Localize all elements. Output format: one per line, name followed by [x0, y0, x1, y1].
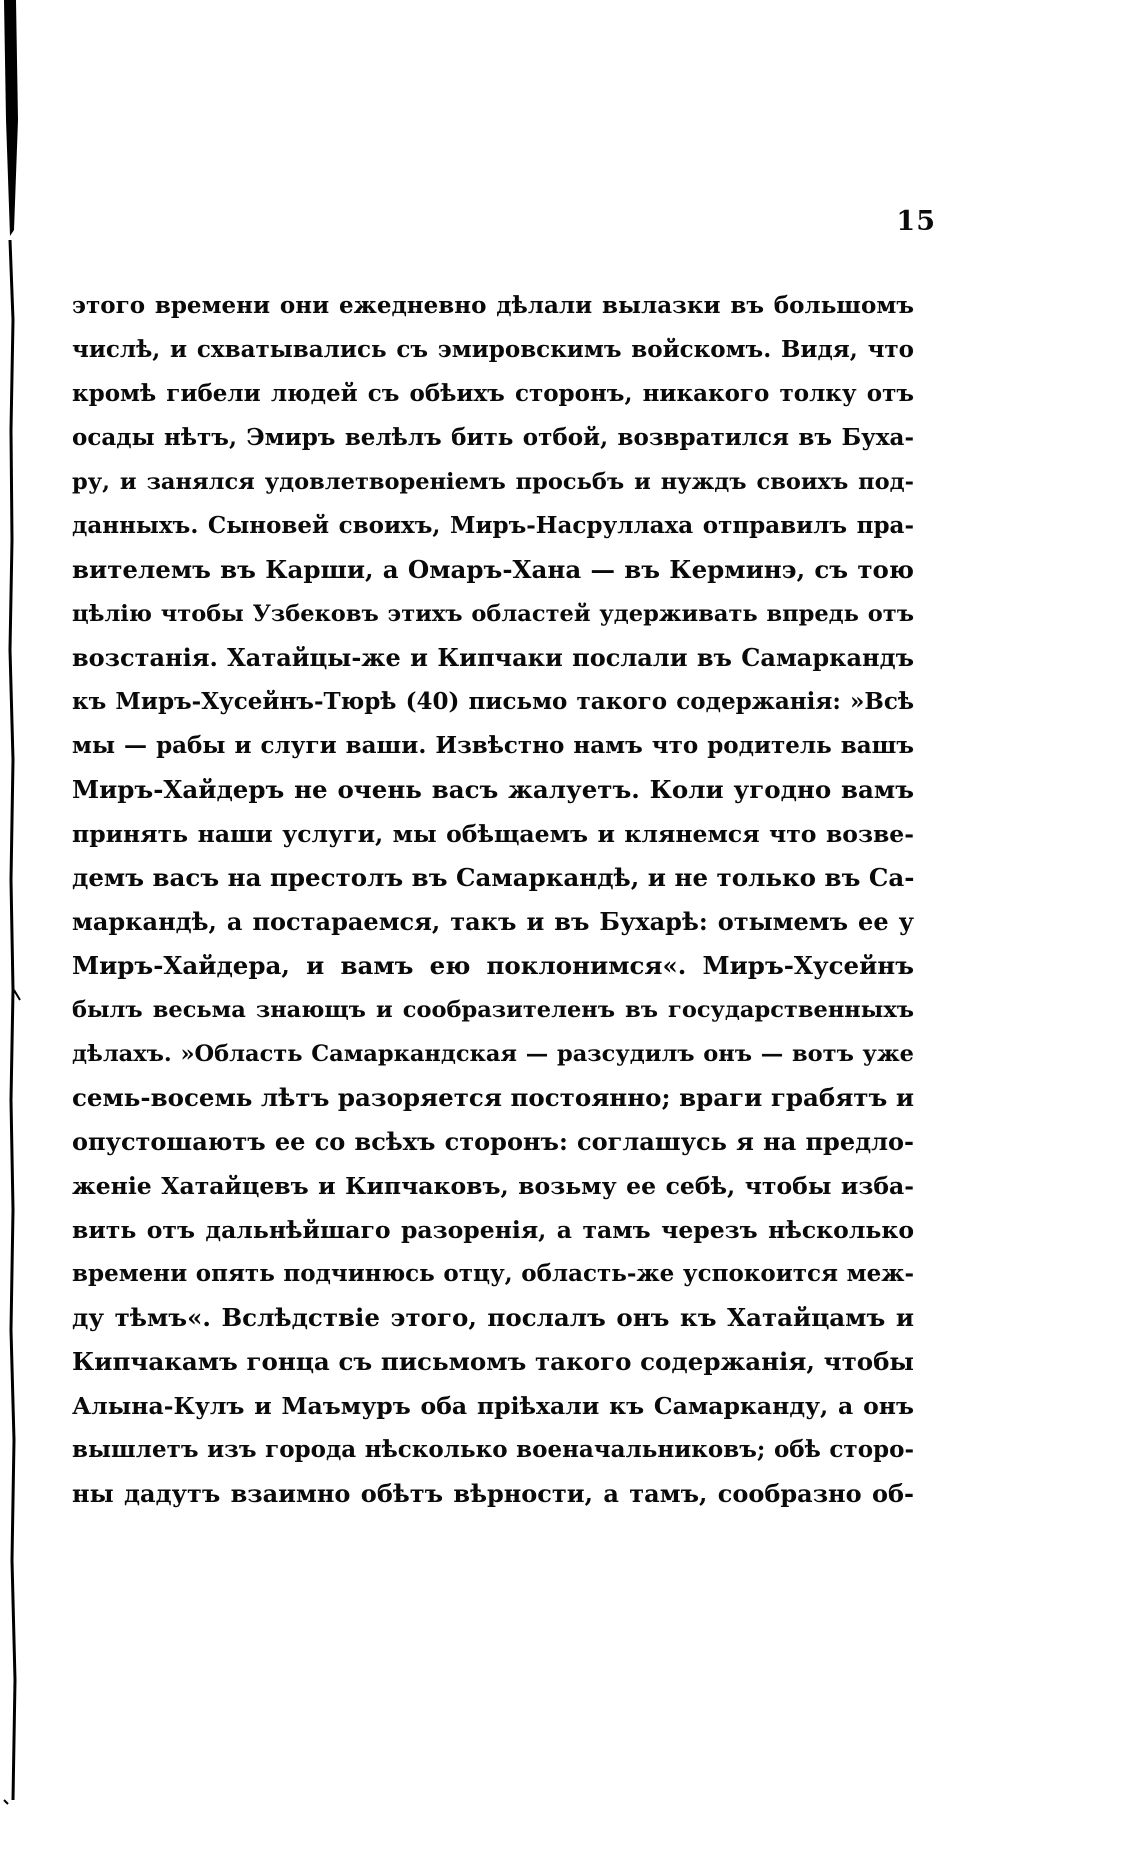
text-line: вышлетъ изъ города нѣсколько военачальниковъ; обѣ сторо- [72, 1436, 914, 1463]
text-line: ду тѣмъ«. Вслѣдствіе этого, послалъ онъ къ Хатайцамъ и [72, 1303, 914, 1332]
text-line: маркандѣ, а постараемся, такъ и въ Бухарѣ: отымемъ ее у [72, 907, 914, 936]
text-line: возстанія. Хатайцы-же и Кипчаки послали въ Самаркандъ [72, 643, 914, 672]
text-line: цѣлію чтобы Узбековъ этихъ областей удерживать впредь отъ [72, 601, 914, 627]
text-line: демъ васъ на престолъ въ Самаркандѣ, и не только въ Са- [72, 863, 914, 892]
text-line: Миръ-Хайдера, и вамъ ею поклонимся«. Миръ-Хусейнъ [72, 951, 914, 980]
scanned-page-edge [0, 0, 40, 1852]
text-line: этого времени они ежедневно дѣлали вылазки въ большомъ [72, 292, 914, 319]
text-line: данныхъ. Сыновей своихъ, Миръ-Насруллаха отправилъ пра- [72, 512, 914, 539]
text-line: опустошаютъ ее со всѣхъ сторонъ: соглашусь я на предло- [72, 1127, 914, 1156]
text-line: мы — рабы и слуги ваши. Извѣстно намъ что родитель вашъ [72, 732, 914, 759]
text-line: къ Миръ-Хусейнъ-Тюрѣ (40) письмо такого содержанія: »Всѣ [72, 688, 914, 715]
text-line: женіе Хатайцевъ и Кипчаковъ, возьму ее себѣ, чтобы изба- [72, 1172, 914, 1200]
text-line: осады нѣтъ, Эмиръ велѣлъ бить отбой, возвратился въ Буха- [72, 424, 914, 451]
text-line: былъ весьма знающъ и сообразителенъ въ государственныхъ [72, 997, 914, 1023]
text-line: вить отъ дальнѣйшаго разоренія, а тамъ черезъ нѣсколько [72, 1216, 914, 1244]
text-line: ру, и занялся удовлетвореніемъ просьбъ и нуждъ своихъ под- [72, 469, 914, 495]
text-line: ны дадутъ взаимно обѣтъ вѣрности, а тамъ, сообразно об- [72, 1479, 914, 1508]
text-line: вителемъ въ Карши, а Омаръ-Хана — въ Керминэ, съ тою [72, 555, 914, 584]
text-line: Кипчакамъ гонца съ письмомъ такого содержанія, чтобы [72, 1347, 914, 1376]
text-line: кромѣ гибели людей съ обѣихъ сторонъ, никакого толку отъ [72, 380, 914, 407]
text-line: принять наши услуги, мы обѣщаемъ и клянемся что возве- [72, 820, 914, 848]
text-line: времени опять подчинюсь отцу, область-же успокоится меж- [72, 1260, 914, 1287]
text-line: дѣлахъ. »Область Самаркандская — разсудилъ онъ — вотъ уже [72, 1041, 914, 1067]
text-line: Миръ-Хайдеръ не очень васъ жалуетъ. Коли угодно вамъ [72, 775, 914, 804]
text-line: семь-восемь лѣтъ разоряется постоянно; враги грабятъ и [72, 1083, 914, 1112]
body-text [72, 284, 914, 1516]
text-line: числѣ, и схватывались съ эмировскимъ войскомъ. Видя, что [72, 336, 914, 363]
text-line: Алына-Кулъ и Маъмуръ оба пріѣхали къ Самарканду, а онъ [72, 1392, 914, 1420]
page-number: 15 [896, 206, 936, 237]
